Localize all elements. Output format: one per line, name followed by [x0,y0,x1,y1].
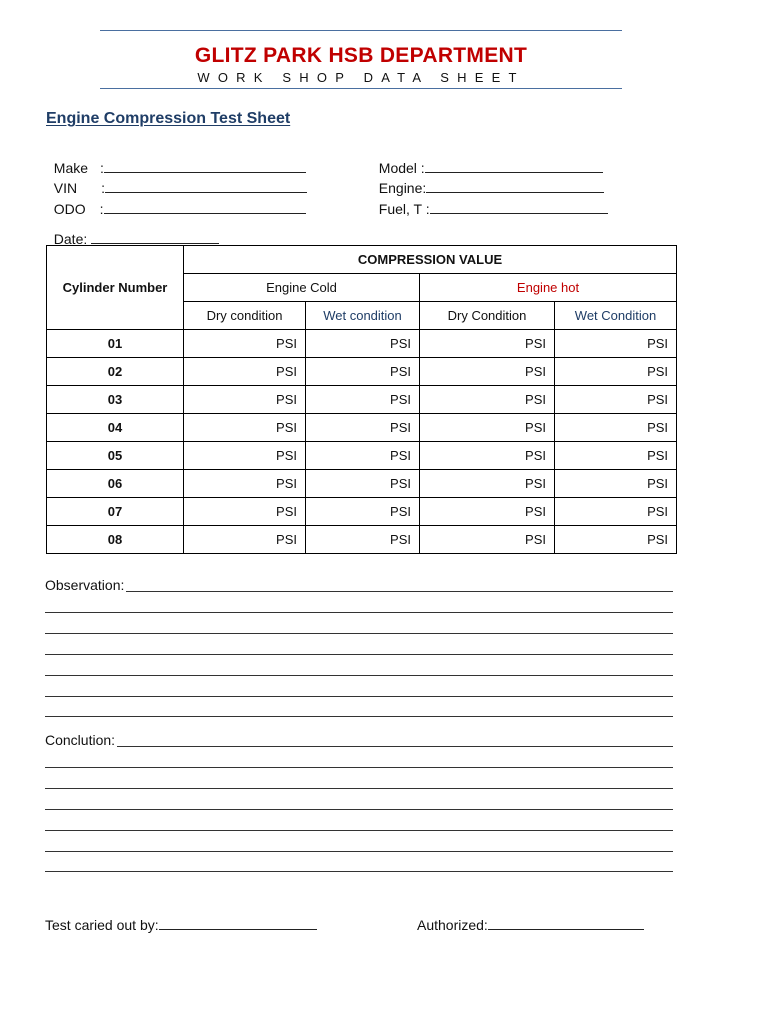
cylinder-number: 01 [47,330,184,358]
observation-line[interactable] [45,654,673,655]
cylinder-row [47,330,677,358]
observation-section[interactable] [45,576,673,721]
header-top-rule [100,30,622,31]
psi-cell-hot-wet[interactable]: PSI [555,330,677,358]
psi-cell-hot-dry[interactable]: PSI [420,330,555,358]
psi-cell-hot-dry[interactable]: PSI [420,358,555,386]
psi-cell-hot-wet[interactable]: PSI [555,470,677,498]
psi-cell-cold-dry[interactable]: PSI [184,330,306,358]
date-field[interactable] [46,215,219,247]
psi-cell-cold-dry[interactable]: PSI [184,442,306,470]
psi-cell-hot-wet[interactable]: PSI [555,526,677,554]
date-label: Date: [53,231,88,247]
page-title: Engine Compression Test Sheet [46,110,291,127]
psi-cell-cold-wet[interactable]: PSI [306,498,420,526]
fuel-line [430,202,608,214]
authorized-label: Authorized: [417,917,488,933]
authorized-field[interactable] [417,917,644,933]
psi-cell-hot-wet[interactable]: PSI [555,498,677,526]
psi-cell-cold-wet[interactable]: PSI [306,330,420,358]
observation-line[interactable] [45,633,673,634]
psi-cell-cold-dry[interactable]: PSI [184,498,306,526]
cylinder-row [47,498,677,526]
conclusion-line[interactable] [45,871,673,872]
engine-field[interactable]: Engine: [371,164,604,196]
psi-cell-cold-wet[interactable]: PSI [306,386,420,414]
tested-by-line [159,918,317,930]
psi-cell-hot-dry[interactable]: PSI [420,386,555,414]
model-label: Model [378,160,417,176]
cylinder-number: 04 [47,414,184,442]
psi-cell-hot-wet[interactable]: PSI [555,442,677,470]
cold-wet-header: Wet condition [306,302,420,330]
psi-cell-hot-dry[interactable]: PSI [420,498,555,526]
cold-dry-header: Dry condition [184,302,306,330]
hot-wet-header: Wet Condition [555,302,677,330]
tested-by-field[interactable] [45,917,317,933]
psi-cell-hot-dry[interactable]: PSI [420,470,555,498]
psi-cell-hot-wet[interactable]: PSI [555,358,677,386]
observation-line[interactable] [45,591,673,592]
conclusion-line[interactable] [45,830,673,831]
psi-cell-cold-dry[interactable]: PSI [184,414,306,442]
psi-cell-cold-wet[interactable]: PSI [306,358,420,386]
fuel-label: Fuel, T [378,201,422,217]
psi-cell-cold-dry[interactable]: PSI [184,358,306,386]
cylinder-row [47,358,677,386]
cylinder-number: 08 [47,526,184,554]
make-field[interactable]: Make : [46,144,306,176]
psi-cell-cold-dry[interactable]: PSI [184,526,306,554]
psi-cell-hot-wet[interactable]: PSI [555,386,677,414]
compression-table [46,245,677,554]
make-label: Make [53,160,89,176]
cylinder-row [47,414,677,442]
observation-line[interactable] [45,612,673,613]
observation-line[interactable] [45,696,673,697]
cylinder-row [47,386,677,414]
psi-cell-hot-dry[interactable]: PSI [420,414,555,442]
authorized-line [488,918,644,930]
observation-line[interactable] [45,675,673,676]
odo-field[interactable]: ODO : [46,185,306,217]
psi-cell-cold-dry[interactable]: PSI [184,386,306,414]
engine-hot-header: Engine hot [420,274,677,302]
psi-cell-cold-wet[interactable]: PSI [306,414,420,442]
vin-label: VIN [53,180,78,196]
cylinder-number-header: Cylinder Number [47,246,184,330]
conclusion-label: Conclution: [45,732,116,748]
cylinder-number: 07 [47,498,184,526]
cylinder-row [47,470,677,498]
compression-value-header: COMPRESSION VALUE [184,246,677,274]
cylinder-row [47,526,677,554]
psi-cell-hot-wet[interactable]: PSI [555,414,677,442]
psi-cell-cold-wet[interactable]: PSI [306,470,420,498]
psi-cell-hot-dry[interactable]: PSI [420,442,555,470]
psi-cell-cold-dry[interactable]: PSI [184,470,306,498]
fuel-field[interactable]: Fuel, T : [371,185,608,217]
conclusion-line[interactable] [45,746,673,747]
conclusion-line[interactable] [45,851,673,852]
sheet-subtitle: WORK SHOP DATA SHEET [197,70,525,85]
model-field[interactable]: Model : [371,144,603,176]
hot-dry-header: Dry Condition [420,302,555,330]
psi-cell-cold-wet[interactable]: PSI [306,442,420,470]
cylinder-number: 02 [47,358,184,386]
department-title: GLITZ PARK HSB DEPARTMENT [194,44,528,67]
observation-label: Observation: [45,577,125,593]
conclusion-line[interactable] [45,788,673,789]
cylinder-row [47,442,677,470]
odo-line [104,202,306,214]
engine-label: Engine [378,180,423,196]
psi-cell-hot-dry[interactable]: PSI [420,526,555,554]
observation-line[interactable] [45,716,673,717]
vin-field[interactable]: VIN : [46,164,307,196]
engine-cold-header: Engine Cold [184,274,420,302]
cylinder-number: 06 [47,470,184,498]
tested-by-label: Test caried out by: [45,917,159,933]
psi-cell-cold-wet[interactable]: PSI [306,526,420,554]
cylinder-number: 03 [47,386,184,414]
conclusion-line[interactable] [45,809,673,810]
cylinder-number: 05 [47,442,184,470]
header-bottom-rule [100,88,622,89]
conclusion-line[interactable] [45,767,673,768]
conclusion-section[interactable] [45,731,673,876]
odo-label: ODO [53,201,86,217]
date-line [91,232,219,244]
